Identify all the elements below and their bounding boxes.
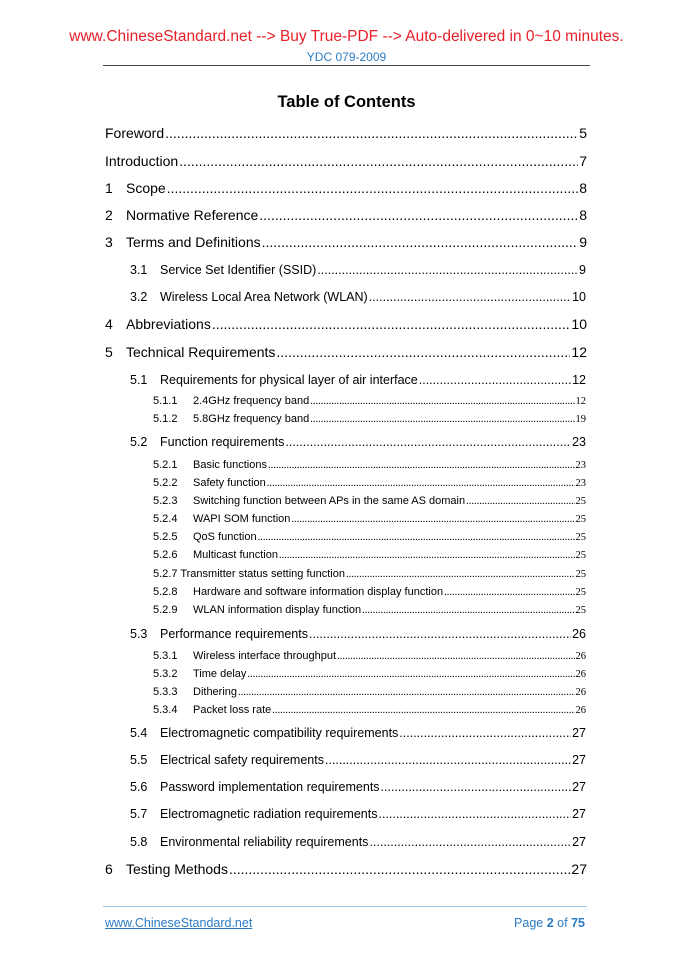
toc-dot-leader bbox=[419, 373, 571, 387]
toc-entry-number: 5.6 bbox=[130, 780, 148, 794]
toc-entry-page: 26 bbox=[575, 705, 586, 716]
toc-dot-leader bbox=[317, 263, 578, 277]
toc-entry[interactable] bbox=[153, 549, 586, 561]
toc-dot-leader bbox=[337, 651, 574, 662]
toc-entry-page: 5 bbox=[579, 125, 587, 141]
toc-dot-leader bbox=[238, 687, 574, 698]
toc-entry-page: 8 bbox=[579, 207, 587, 223]
toc-entry[interactable] bbox=[153, 704, 586, 716]
toc-entry-page: 7 bbox=[579, 153, 587, 169]
page-title: Table of Contents bbox=[277, 93, 416, 111]
toc-entry-number: 3.1 bbox=[130, 263, 148, 277]
toc-entry-number: 5.3.2 bbox=[153, 668, 178, 680]
toc-entry-title: Hardware and software information display function bbox=[193, 586, 444, 598]
toc-entry-page: 25 bbox=[575, 587, 586, 598]
toc-entry-number: 5.2.8 bbox=[153, 586, 178, 598]
toc-entry[interactable] bbox=[130, 807, 586, 821]
toc-entry[interactable] bbox=[105, 316, 587, 332]
toc-entry-title: 5.8GHz frequency band bbox=[193, 413, 310, 425]
document-id: YDC 079-2009 bbox=[306, 50, 387, 64]
toc-entry-number: 5.2.6 bbox=[153, 549, 178, 561]
toc-entry-number: 5.5 bbox=[130, 753, 148, 767]
toc-entry-page: 10 bbox=[571, 316, 587, 332]
toc-entry-title: Wireless Local Area Network (WLAN) bbox=[160, 290, 368, 304]
toc-dot-leader bbox=[399, 726, 571, 740]
toc-entry[interactable] bbox=[153, 459, 586, 471]
toc-entry[interactable] bbox=[130, 373, 586, 387]
toc-entry-number: 2 bbox=[105, 207, 113, 223]
toc-entry-number: 5.2.2 bbox=[153, 477, 178, 489]
toc-entry-page: 25 bbox=[575, 569, 586, 580]
toc-entry-title: Time delay bbox=[193, 668, 247, 680]
toc-entry-title: Electromagnetic compatibility requirements bbox=[160, 726, 399, 740]
toc-dot-leader bbox=[310, 396, 574, 407]
toc-entry-title: Packet loss rate bbox=[193, 704, 272, 716]
toc-entry[interactable] bbox=[153, 495, 586, 507]
toc-entry-title: Foreword bbox=[105, 125, 165, 141]
toc-entry[interactable] bbox=[130, 726, 586, 740]
toc-entry[interactable] bbox=[130, 290, 586, 304]
toc-entry[interactable] bbox=[153, 650, 586, 662]
toc-entry-page: 27 bbox=[572, 753, 586, 767]
toc-entry[interactable] bbox=[153, 513, 586, 525]
toc-entry[interactable] bbox=[130, 435, 586, 449]
toc-entry-title: Basic functions bbox=[193, 459, 267, 471]
toc-entry[interactable] bbox=[153, 477, 586, 489]
toc-entry-number: 5.1.1 bbox=[153, 395, 178, 407]
page-prefix: Page bbox=[514, 916, 544, 930]
toc-entry-number: 5.3.4 bbox=[153, 704, 178, 716]
toc-entry-page: 26 bbox=[575, 669, 586, 680]
toc-entry-number: 3.2 bbox=[130, 290, 148, 304]
page-indicator bbox=[514, 916, 585, 930]
toc-entry[interactable] bbox=[153, 413, 586, 425]
toc-entry-title: Introduction bbox=[105, 153, 179, 169]
toc-dot-leader bbox=[378, 807, 571, 821]
toc-entry-title: Performance requirements bbox=[160, 627, 308, 641]
toc-entry-title: Electrical safety requirements bbox=[160, 753, 324, 767]
toc-entry[interactable] bbox=[153, 568, 586, 580]
toc-entry-title: QoS function bbox=[193, 531, 257, 543]
toc-entry-page: 27 bbox=[571, 861, 587, 877]
toc-entry-page: 12 bbox=[572, 373, 586, 387]
total-pages: 75 bbox=[571, 916, 585, 930]
toc-dot-leader bbox=[466, 496, 574, 507]
toc-entry-page: 23 bbox=[575, 460, 586, 471]
toc-dot-leader bbox=[262, 234, 579, 250]
toc-entry[interactable] bbox=[153, 604, 586, 616]
page-of: of bbox=[557, 916, 568, 930]
toc-entry-number: 5.1.2 bbox=[153, 413, 178, 425]
toc-dot-leader bbox=[309, 627, 571, 641]
toc-entry-page: 25 bbox=[575, 514, 586, 525]
toc-dot-leader bbox=[444, 587, 574, 598]
toc-dot-leader bbox=[272, 705, 574, 716]
toc-entry-number: 5 bbox=[105, 344, 113, 360]
toc-entry-page: 9 bbox=[579, 234, 587, 250]
toc-entry-page: 12 bbox=[571, 344, 587, 360]
toc-entry[interactable] bbox=[105, 861, 587, 877]
toc-entry-title: Abbreviations bbox=[126, 316, 211, 332]
toc-entry-title: Safety function bbox=[193, 477, 266, 489]
toc-entry[interactable] bbox=[130, 627, 586, 641]
toc-dot-leader bbox=[369, 835, 571, 849]
toc-entry-number: 5.2.4 bbox=[153, 513, 178, 525]
toc-entry-title: Electromagnetic radiation requirements bbox=[160, 807, 378, 821]
toc-entry[interactable] bbox=[105, 153, 587, 169]
toc-entry-title: Environmental reliability requirements bbox=[160, 835, 369, 849]
toc-entry-page: 23 bbox=[575, 478, 586, 489]
toc-entry-number: 3 bbox=[105, 234, 113, 250]
toc-entry-page: 25 bbox=[575, 532, 586, 543]
toc-entry-page: 26 bbox=[575, 687, 586, 698]
toc-entry-title: Service Set Identifier (SSID) bbox=[160, 263, 317, 277]
toc-entry[interactable] bbox=[105, 234, 587, 250]
toc-entry-page: 26 bbox=[575, 651, 586, 662]
toc-entry-title: WAPI SOM function bbox=[193, 513, 291, 525]
toc-entry-title: Scope bbox=[126, 180, 166, 196]
toc-entry-number: 4 bbox=[105, 316, 113, 332]
toc-entry-number: 6 bbox=[105, 861, 113, 877]
toc-dot-leader bbox=[285, 435, 571, 449]
toc-dot-leader bbox=[279, 550, 575, 561]
toc-entry-title: 2.4GHz frequency band bbox=[193, 395, 310, 407]
toc-dot-leader bbox=[258, 532, 575, 543]
toc-entry-page: 26 bbox=[572, 627, 586, 641]
toc-dot-leader bbox=[229, 861, 570, 877]
toc-entry-page: 25 bbox=[575, 496, 586, 507]
toc-entry-number: 5.8 bbox=[130, 835, 148, 849]
toc-entry[interactable] bbox=[105, 180, 587, 196]
toc-entry[interactable] bbox=[153, 531, 586, 543]
toc-entry-title: Testing Methods bbox=[126, 861, 228, 877]
toc-entry[interactable] bbox=[130, 753, 586, 767]
toc-entry-number: 5.7 bbox=[130, 807, 148, 821]
toc-entry-page: 12 bbox=[575, 396, 586, 407]
toc-dot-leader bbox=[346, 569, 575, 580]
current-page: 2 bbox=[546, 916, 554, 930]
toc-dot-leader bbox=[268, 460, 575, 471]
toc-entry-page: 27 bbox=[572, 807, 586, 821]
toc-dot-leader bbox=[369, 290, 571, 304]
toc-entry-number: 5.2 bbox=[130, 435, 148, 449]
toc-dot-leader bbox=[259, 207, 578, 223]
toc-entry[interactable] bbox=[130, 780, 586, 794]
toc-entry-number: 5.2.9 bbox=[153, 604, 178, 616]
header-divider bbox=[103, 65, 590, 66]
toc-entry[interactable] bbox=[153, 586, 586, 598]
footer-divider bbox=[103, 906, 587, 907]
toc-entry-title: 5.2.7 Transmitter status setting function bbox=[153, 568, 345, 580]
toc-entry-title: Function requirements bbox=[160, 435, 285, 449]
toc-dot-leader bbox=[267, 478, 575, 489]
toc-entry-number: 5.3 bbox=[130, 627, 148, 641]
toc-entry-page: 27 bbox=[572, 726, 586, 740]
toc-entry-page: 9 bbox=[579, 263, 586, 277]
toc-entry-number: 5.4 bbox=[130, 726, 148, 740]
toc-entry[interactable] bbox=[130, 263, 586, 277]
toc-entry-number: 5.2.3 bbox=[153, 495, 178, 507]
toc-entry[interactable] bbox=[105, 125, 587, 141]
toc-dot-leader bbox=[167, 180, 579, 196]
toc-entry-page: 27 bbox=[572, 835, 586, 849]
toc-dot-leader bbox=[276, 344, 570, 360]
toc-entry-page: 8 bbox=[579, 180, 587, 196]
toc-dot-leader bbox=[291, 514, 574, 525]
footer-website-link[interactable]: www.ChineseStandard.net bbox=[105, 916, 253, 930]
toc-entry-title: Requirements for physical layer of air interface bbox=[160, 373, 418, 387]
toc-entry-title: Terms and Definitions bbox=[126, 234, 261, 250]
toc-entry-title: Password implementation requirements bbox=[160, 780, 380, 794]
toc-entry-title: Switching function between APs in the same AS domain bbox=[193, 495, 466, 507]
toc-entry-number: 5.2.1 bbox=[153, 459, 178, 471]
toc-entry-number: 5.3.3 bbox=[153, 686, 178, 698]
toc-dot-leader bbox=[179, 153, 578, 169]
toc-entry-number: 5.1 bbox=[130, 373, 148, 387]
toc-entry-page: 10 bbox=[572, 290, 586, 304]
toc-entry[interactable] bbox=[153, 395, 586, 407]
toc-entry-page: 19 bbox=[575, 414, 586, 425]
toc-entry-page: 27 bbox=[572, 780, 586, 794]
toc-entry[interactable] bbox=[153, 668, 586, 680]
toc-dot-leader bbox=[165, 125, 578, 141]
toc-dot-leader bbox=[247, 669, 574, 680]
toc-entry[interactable] bbox=[105, 207, 587, 223]
toc-dot-leader bbox=[362, 605, 574, 616]
toc-entry-page: 23 bbox=[572, 435, 586, 449]
toc-entry[interactable] bbox=[153, 686, 586, 698]
toc-entry-page: 25 bbox=[575, 605, 586, 616]
toc-entry-title: WLAN information display function bbox=[193, 604, 362, 616]
toc-entry-title: Dithering bbox=[193, 686, 238, 698]
toc-entry-title: Multicast function bbox=[193, 549, 278, 561]
toc-dot-leader bbox=[325, 753, 571, 767]
toc-entry[interactable] bbox=[130, 835, 586, 849]
toc-entry-title: Wireless interface throughput bbox=[193, 650, 337, 662]
toc-entry-title: Technical Requirements bbox=[126, 344, 276, 360]
toc-entry-number: 1 bbox=[105, 180, 113, 196]
toc-dot-leader bbox=[381, 780, 572, 794]
toc-dot-leader bbox=[310, 414, 574, 425]
toc-entry-number: 5.2.5 bbox=[153, 531, 178, 543]
toc-dot-leader bbox=[212, 316, 571, 332]
toc-entry-page: 25 bbox=[575, 550, 586, 561]
toc-entry-number: 5.3.1 bbox=[153, 650, 178, 662]
promo-banner-link[interactable]: www.ChineseStandard.net --> Buy True-PDF --> Auto-delivered in 0~10 minutes. bbox=[69, 28, 624, 45]
toc-entry[interactable] bbox=[105, 344, 587, 360]
toc-entry-title: Normative Reference bbox=[126, 207, 259, 223]
